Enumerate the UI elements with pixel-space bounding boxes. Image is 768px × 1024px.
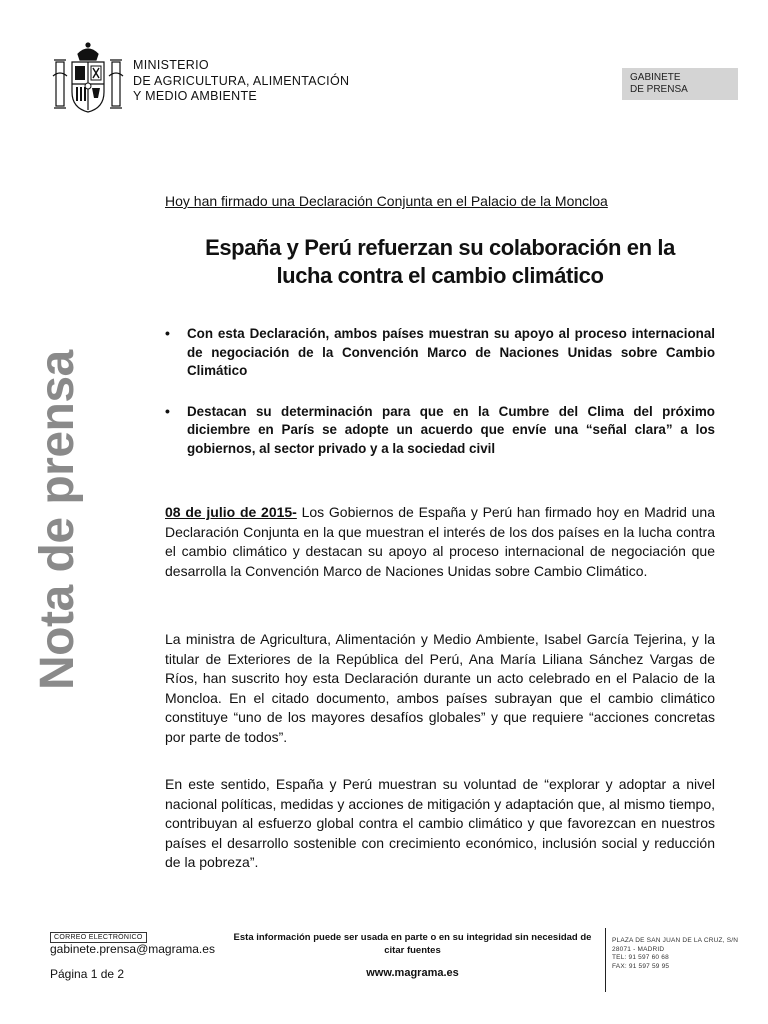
body-paragraph-2: La ministra de Agricultura, Alimentación y Medio Ambiente, Isabel García Tejerina, y la titular de Exteriores de la República del Perú, Ana María Liliana Sánchez Vargas de Ríos, han suscrito hoy esta Declaración durante un acto celebrado en el Palacio de la Moncloa. En el citado documento, ambos países subrayan que el cambio climático constituye “uno de los mayores desafíos globales” y que requiere “acciones concretas por parte de todos”. <box>165 631 715 745</box>
gabinete-de-prensa-box <box>622 68 738 100</box>
summary-bullets <box>165 325 715 480</box>
bullet-icon: • <box>165 325 170 341</box>
headline <box>165 234 715 290</box>
address-block <box>612 937 738 971</box>
coat-of-arms-logo <box>50 40 126 116</box>
disclaimer: Esta información puede ser usada en parte o en su integridad sin necesidad de citar fuentes <box>233 932 592 956</box>
side-label: Nota de prensa <box>31 350 84 690</box>
bullet-item <box>165 403 715 459</box>
address-line: TEL: 91 597 60 68 <box>612 954 669 961</box>
gabinete-line: GABINETE <box>630 72 681 83</box>
footer-divider <box>605 928 606 992</box>
body-paragraph-3: En este sentido, España y Perú muestran su voluntad de “explorar y adoptar a nivel nacional políticas, medidas y acciones de mitigación y adaptación que, al mismo tiempo, contribuyan al esfuerzo global contra el cambio climático y que favorezcan en nuestros países el desarrollo sostenible con crecimiento económico, inclusión social y reducción de la pobreza”. <box>165 776 715 870</box>
email-label: CORREO ELECTRÓNICO <box>50 932 147 943</box>
body-paragraph-1 <box>165 503 715 581</box>
bullet-text: Con esta Declaración, ambos países muestran su apoyo al proceso internacional de negociación de la Convención Marco de Naciones Unidas sobre Cambio Climático <box>187 326 715 378</box>
gabinete-line: DE PRENSA <box>630 84 688 95</box>
address-line: 28071 - MADRID <box>612 945 665 953</box>
page-number: Página 1 de 2 <box>50 967 125 981</box>
bullet-text: Destacan su determinación para que en la Cumbre del Clima del próximo diciembre en París se adopte un acuerdo que envíe una “señal clara” a los gobiernos, al sector privado y a la sociedad civil <box>187 403 715 456</box>
bullet-item <box>165 325 715 381</box>
ministry-name <box>133 58 349 105</box>
headline-line: lucha contra el cambio climático <box>276 263 604 288</box>
ministry-line: DE AGRICULTURA, ALIMENTACIÓN <box>133 73 350 88</box>
paragraph-text: Los Gobiernos de España y Perú han firmado hoy en Madrid una Declaración Conjunta en la que muestran el interés de los dos países en la lucha contra el cambio climático y destacan su apoyo al proceso internacional de negociación que desarrolla la Convención Marco de Naciones Unidas sobre Cambio Climático. <box>165 504 715 579</box>
address-line: PLAZA DE SAN JUAN DE LA CRUZ, S/N <box>612 937 739 944</box>
address-line: FAX: 91 597 59 95 <box>612 962 670 970</box>
dateline: 08 de julio de 2015- <box>165 504 297 520</box>
ministry-line: Y MEDIO AMBIENTE <box>133 89 258 103</box>
website-link[interactable]: www.magrama.es <box>366 967 459 979</box>
headline-line: España y Perú refuerzan su colaboración en la <box>205 235 675 260</box>
email-link[interactable]: gabinete.prensa@magrama.es <box>50 942 215 956</box>
kicker: Hoy han firmado una Declaración Conjunta en el Palacio de la Moncloa <box>165 193 608 209</box>
ministry-line: MINISTERIO <box>133 58 209 72</box>
bullet-icon: • <box>165 402 170 419</box>
